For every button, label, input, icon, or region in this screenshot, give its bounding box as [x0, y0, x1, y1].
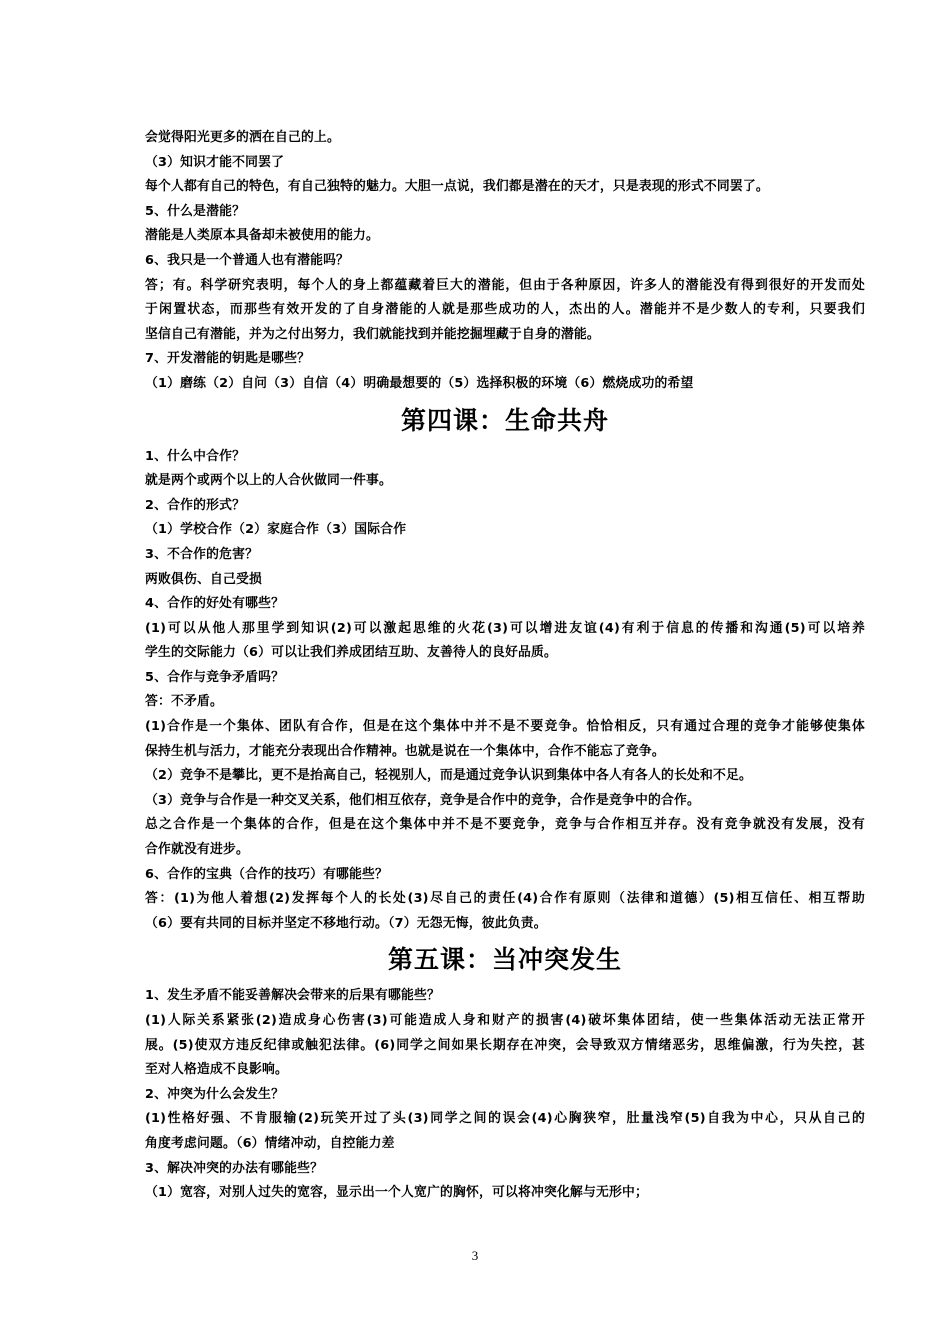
lesson-5-heading: 第五课：当冲突发生 [387, 945, 622, 975]
text-line: 于闲置状态，而那些有效开发的了自身潜能的人就是那些成功的人，杰出的人。潜能并不是少数人的专利，只要我们 [145, 302, 865, 318]
text-line: （1）磨练（2）自问（3）自信（4）明确最想要的（5）选择积极的环境（6）燃烧成功的希望 [145, 375, 694, 391]
text-line: (1)合作是一个集体、团队有合作，但是在这个集体中并不是不要竞争。恰恰相反，只有通过合理的竞争才能够使集体 [145, 719, 865, 735]
section-potential [145, 126, 865, 397]
text-line: (1)性格好强、不肯服输(2)玩笑开过了头(3)同学之间的误会(4)心胸狭窄，肚量浅窄(5)自我为中心，只从自己的 [145, 1111, 865, 1127]
text-line: 5、合作与竞争矛盾吗？ [145, 669, 285, 685]
text-line: 5、什么是潜能？ [145, 203, 246, 219]
text-line: 6、我只是一个普通人也有潜能吗？ [145, 252, 350, 268]
text-line: 1、什么中合作？ [145, 448, 246, 464]
page-number: 3 [471, 1248, 479, 1263]
text-line: 3、解决冲突的办法有哪能些？ [145, 1160, 324, 1176]
lesson-4-heading: 第四课：生命共舟 [400, 405, 609, 435]
text-line: (1)可以从他人那里学到知识(2)可以激起思维的火花(3)可以增进友谊(4)有利于信息的传播和沟通(5)可以培养 [145, 620, 865, 636]
text-line: （1）宽容，对别人过失的宽容，显示出一个人宽广的胸怀，可以将冲突化解与无形中； [145, 1185, 648, 1201]
text-line: 就是两个或两个以上的人合伙做同一件事。 [145, 473, 392, 489]
text-line: 1、发生矛盾不能妥善解决会带来的后果有哪能些？ [145, 988, 441, 1004]
text-line: （2）竞争不是攀比，更不是抬高自己，轻视别人，而是通过竞争认识到集体中各人有各人的长处和不足。 [145, 768, 752, 784]
text-line: 答：不矛盾。 [145, 694, 223, 710]
text-line: （3）竞争与合作是一种交叉关系，他们相互依存，竞争是合作中的竞争，合作是竞争中的合作。 [145, 792, 700, 808]
text-line: （6）要有共同的目标并坚定不移地行动。（7）无怨无悔，彼此负责。 [145, 915, 547, 931]
section-lesson-4 [145, 445, 865, 937]
text-line: 角度考虑问题。（6）情绪冲动，自控能力差 [145, 1135, 395, 1151]
text-line: 答；有。科学研究表明，每个人的身上都蕴藏着巨大的潜能，但由于各种原因，许多人的潜能没有得到很好的开发而处 [145, 277, 865, 293]
text-line: (1)人际关系紧张(2)造成身心伤害(3)可能造成人身和财产的损害(4)破坏集体团结，使一些集体活动无法正常开 [145, 1013, 865, 1028]
text-line: 保持生机与活力，才能充分表现出合作精神。也就是说在一个集体中，合作不能忘了竞争。 [145, 743, 665, 759]
text-line: 学生的交际能力（6）可以让我们养成团结互助、友善待人的良好品质。 [145, 645, 558, 661]
text-line: 7、开发潜能的钥匙是哪些？ [145, 351, 311, 367]
text-line: 合作就没有进步。 [145, 842, 249, 858]
text-line: 4、合作的好处有哪些？ [145, 596, 285, 612]
text-line: （3）知识才能不同罢了 [145, 154, 285, 170]
text-line: 展。(5)使双方违反纪律或触犯法律。(6)同学之间如果长期存在冲突，会导致双方情绪恶劣，思维偏激，行为失控，甚 [145, 1037, 865, 1053]
text-line: 总之合作是一个集体的合作，但是在这个集体中并不是不要竞争，竞争与合作相互并存。没有竞争就没有发展，没有 [145, 817, 865, 833]
text-line: 2、冲突为什么会发生？ [145, 1086, 285, 1102]
text-line: 答：(1)为他人着想(2)发挥每个人的长处(3)尽自己的责任(4)合作有原则（法律和道德）(5)相互信任、相互帮助 [145, 891, 865, 907]
text-line: 每个人都有自己的特色，有自己独特的魅力。大胆一点说，我们都是潜在的天才，只是表现的形式不同罢了。 [145, 179, 769, 195]
text-line: 2、合作的形式？ [145, 497, 246, 513]
text-line: 至对人格造成不良影响。 [145, 1062, 288, 1078]
page-content [145, 126, 865, 1206]
text-line: 坚信自己有潜能，并为之付出努力，我们就能找到并能挖掘埋藏于自身的潜能。 [145, 326, 600, 342]
section-lesson-5 [145, 984, 865, 1205]
text-line: 潜能是人类原本具备却未被使用的能力。 [145, 228, 379, 244]
text-line: 会觉得阳光更多的洒在自己的上。 [145, 130, 340, 145]
text-line: （1）学校合作（2）家庭合作（3）国际合作 [145, 522, 407, 538]
text-line: 两败俱伤、自己受损 [145, 571, 262, 587]
text-line: 6、合作的宝典（合作的技巧）有哪能些？ [145, 866, 389, 882]
text-line: 3、不合作的危害？ [145, 546, 259, 562]
